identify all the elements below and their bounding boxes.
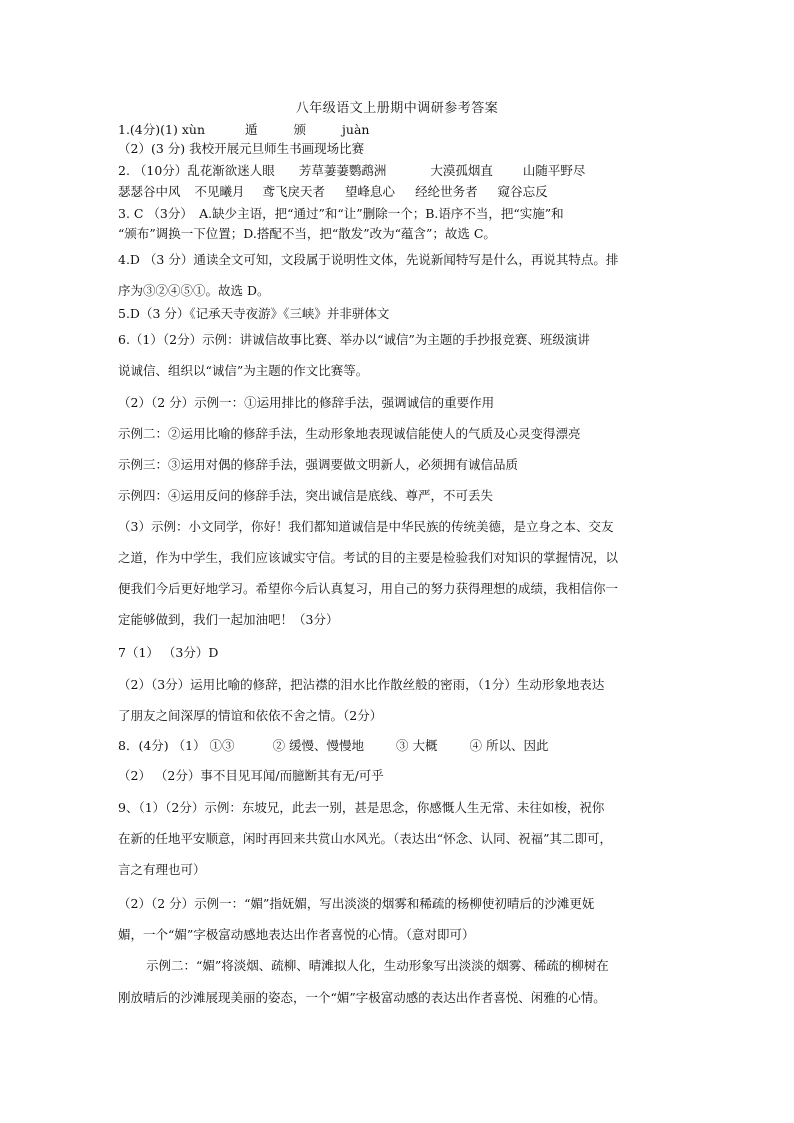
q6-line-4: 示例二：②运用比喻的修辞手法，生动形象地表现诚信能使人的气质及心灵变得漂亮 bbox=[118, 426, 581, 441]
q6-line-5: 示例三：③运用对偶的修辞手法，强调要做文明新人，必须拥有诚信品质 bbox=[118, 457, 519, 472]
q1-line-2: （2）(3 分) 我校开展元旦师生书画现场比赛 bbox=[118, 141, 365, 156]
q2-line-2 bbox=[118, 183, 548, 201]
q6-line-7: （3）示例：小文同学，你好！我们都知道诚信是中华民族的传统美德，是立身之本、交友 bbox=[118, 519, 614, 534]
q7-line-3: 了朋友之间深厚的情谊和依依不舍之情。（2分） bbox=[118, 708, 383, 723]
q1-pinyin-1: xùn bbox=[181, 122, 205, 137]
q9-line-5: 媚，一个“媚”字极富动感地表达出作者喜悦的心情。（意对即可） bbox=[118, 927, 475, 942]
q9-line-3: 言之有理也可） bbox=[118, 862, 206, 877]
q1-char-1: 遁 bbox=[245, 122, 258, 137]
q2-phrase-8: 望峰息心 bbox=[345, 184, 396, 199]
q2-phrase-2: 芳草萋萋鹦鹉洲 bbox=[298, 163, 387, 178]
q7-line-1: 7（1） （3分）D bbox=[118, 645, 219, 660]
q2-line-1 bbox=[118, 162, 585, 180]
q1-line-1 bbox=[118, 121, 369, 139]
q6-line-9: 便我们今后更好地学习。希望你今后认真复习，用自己的努力获得理想的成绩，我相信你一 bbox=[118, 581, 619, 596]
q2-phrase-6: 不见曦月 bbox=[194, 184, 245, 199]
q1-prefix: 1.(4分)(1) bbox=[118, 122, 178, 137]
q6-line-8: 之道，作为中学生，我们应该诚实守信。考试的目的主要是检验我们对知识的掌握情况，以 bbox=[118, 550, 619, 565]
q1-pinyin-2: juàn bbox=[342, 122, 370, 137]
q9-line-7: 刚放晴后的沙滩展现美丽的姿态，一个“媚”字极富动感的表达出作者喜悦、闲雅的心情。 bbox=[118, 990, 606, 1005]
q2-phrase-1: 2. （10分）乱花渐欲迷人眼 bbox=[118, 163, 275, 178]
q6-line-3: （2）（2 分）示例一：①运用排比的修辞手法，强调诚信的重要作用 bbox=[118, 395, 495, 410]
q3-line-2: “颁布”调换一下位置；D.搭配不当，把“散发”改为“蕴含”；故选 C。 bbox=[118, 226, 496, 241]
q8-part-4: ④ 所以、因此 bbox=[469, 738, 549, 753]
q5-line-1: 5.D（3 分）《记承天寺夜游》《三峡》并非骈体文 bbox=[118, 306, 390, 321]
q9-line-4: （2）（2 分）示例一：“媚”指妩媚，写出淡淡的烟雾和稀疏的杨柳使初晴后的沙滩更妩 bbox=[118, 896, 595, 911]
q9-line-1: 9、（1）（2分）示例：东坡兄，此去一别，甚是思念，你感慨人生无常、未往如梭，祝你 bbox=[118, 800, 605, 815]
q8-part-2: ② 缓慢、慢慢地 bbox=[272, 738, 365, 753]
q2-phrase-3: 大漠孤烟直 bbox=[430, 163, 493, 178]
q3-line-1: 3. C （3分） A.缺少主语，把“通过”和“让”删除一个；B.语序不当，把“实施”和 bbox=[118, 206, 564, 221]
q7-line-2: （2）（3分）运用比喻的修辞，把沾襟的泪水比作散丝般的密雨，（1分）生动形象地表达 bbox=[118, 677, 605, 692]
q2-phrase-4: 山随平野尽 bbox=[522, 163, 586, 178]
q2-phrase-7: 鸢飞戾天者 bbox=[262, 184, 326, 199]
q6-line-10: 定能够做到，我们一起加油吧！（3分） bbox=[118, 612, 339, 627]
q8-line-2: （2） （2分）事不目见耳闻/而臆断其有无/可乎 bbox=[118, 768, 384, 783]
q9-line-2: 在新的任地平安顺意，闲时再回来共赏山水风光。（表达出“怀念、认同、祝福”其二即可， bbox=[118, 831, 613, 846]
q4-line-1: 4.D （3 分）通读全文可知，文段属于说明性文体，先说新闻特写是什么，再说其特点。排 bbox=[118, 252, 619, 267]
q2-phrase-9: 经纶世务者 bbox=[415, 184, 478, 199]
q2-phrase-10: 窥谷忘反 bbox=[497, 184, 548, 199]
q4-line-2: 序为③②④⑤①。故选 D。 bbox=[118, 283, 270, 298]
q6-line-2: 说诚信、组织以“诚信”为主题的作文比赛等。 bbox=[118, 363, 369, 378]
q9-line-6: 示例二：“媚”将淡烟、疏柳、晴滩拟人化，生动形象写出淡淡的烟雾、稀疏的柳树在 bbox=[146, 958, 609, 973]
q8-part-1: 8．(4分) （1） ①③ bbox=[118, 738, 235, 753]
q6-line-1: 6.（1）（2分）示例：讲诚信故事比赛、举办以“诚信”为主题的手抄报竞赛、班级演讲 bbox=[118, 332, 590, 347]
document-title: 八年级语文上册期中调研参考答案 bbox=[295, 101, 499, 116]
q6-line-6: 示例四：④运用反问的修辞手法，突出诚信是底线、尊严，不可丢失 bbox=[118, 488, 494, 503]
q8-line-1 bbox=[118, 737, 549, 755]
q2-phrase-5: 瑟瑟谷中风 bbox=[118, 184, 181, 199]
q8-part-3: ③ 大概 bbox=[396, 738, 438, 753]
q1-char-2: 颁 bbox=[293, 122, 307, 137]
